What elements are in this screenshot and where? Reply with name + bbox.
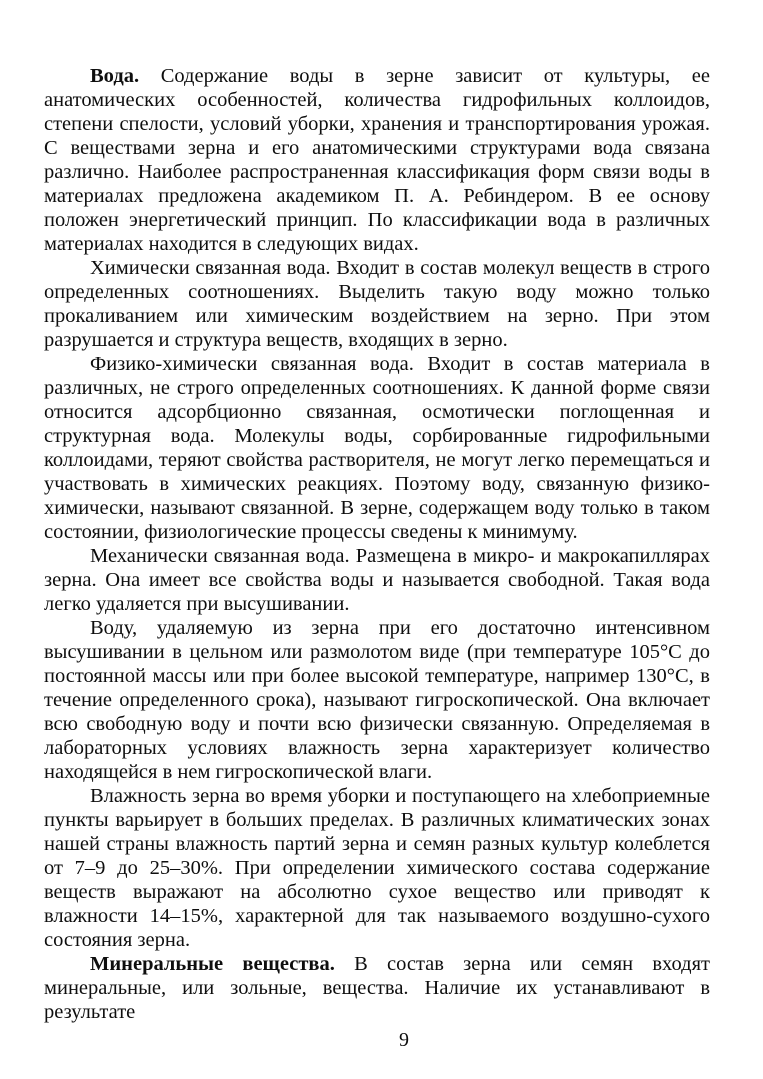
paragraph — [44, 544, 710, 616]
paragraph-lead: Вода. — [90, 65, 161, 87]
paragraph — [44, 64, 710, 256]
paragraph — [44, 952, 710, 1024]
paragraph-text: Химически связанная вода. Входит в состав молекул веществ в строго определенных соотношениях. Выделить такую воду можно только прокаливанием или химическим воздействием на зерно. При этом разрушается и структура веществ, входящих в зерно. — [44, 257, 710, 351]
paragraph-text: Физико-химически связанная вода. Входит в состав материала в различных, не строго определенных соотношениях. К данной форме связи относится адсорбционно связанная, осмотически поглощенная и структурная вода. Молекулы воды, сорбированные гидрофильными коллоидами, теряют свойства растворителя, не могут легко перемещаться и участвовать в химических реакциях. Поэтому воду, связанную физико-химически, называют связанной. В зерне, содержащем воду только в таком состоянии, физиологические процессы сведены к минимуму. — [44, 353, 710, 543]
paragraph-text: Воду, удаляемую из зерна при его достаточно интенсивном высушивании в цельном или размолотом виде (при температуре 105°С до постоянной массы или при более высокой температуре, например 130°С, в течение определенного срока), называют гигроскопической. Она включает всю свободную воду и почти всю физически связанную. Определяемая в лабораторных условиях влажность зерна характеризует количество находящейся в нем гигроскопической влаги. — [44, 617, 710, 783]
paragraph — [44, 616, 710, 784]
paragraph — [44, 256, 710, 352]
paragraph — [44, 784, 710, 952]
paragraph-lead: Минеральные вещества. — [90, 953, 355, 975]
page-number: 9 — [399, 1029, 409, 1051]
text-block — [44, 64, 710, 1024]
paragraph-text: Влажность зерна во время уборки и поступающего на хлебоприемные пункты варьирует в больших пределах. В различных климатических зонах нашей страны влажность партий зерна и семян разных культур колеблется от 7–9 до 25–30%. При определении химического состава содержание веществ выражают на абсолютно сухое вещество или приводят к влажности 14–15%, характерной для так называемого воздушно-сухого состояния зерна. — [44, 785, 710, 951]
paragraph — [44, 352, 710, 544]
paragraph-text: Механически связанная вода. Размещена в микро- и макрокапиллярах зерна. Она имеет все свойства воды и называется свободной. Такая вода легко удаляется при высушивании. — [44, 545, 710, 615]
paragraph-text: Содержание воды в зерне зависит от культуры, ее анатомических особенностей, количества гидрофильных коллоидов, степени спелости, условий уборки, хранения и транспортирования урожая. С веществами зерна и его анатомическими структурами вода связана различно. Наиболее распространенная классификация форм связи воды в материалах предложена академиком П. А. Ребиндером. В ее основу положен энергетический принцип. По классификации вода в различных материалах находится в следующих видах. — [44, 65, 710, 255]
paragraph-text: В состав зерна или семян входят минеральные, или зольные, вещества. Наличие их устанавливают в результате — [44, 953, 710, 1023]
